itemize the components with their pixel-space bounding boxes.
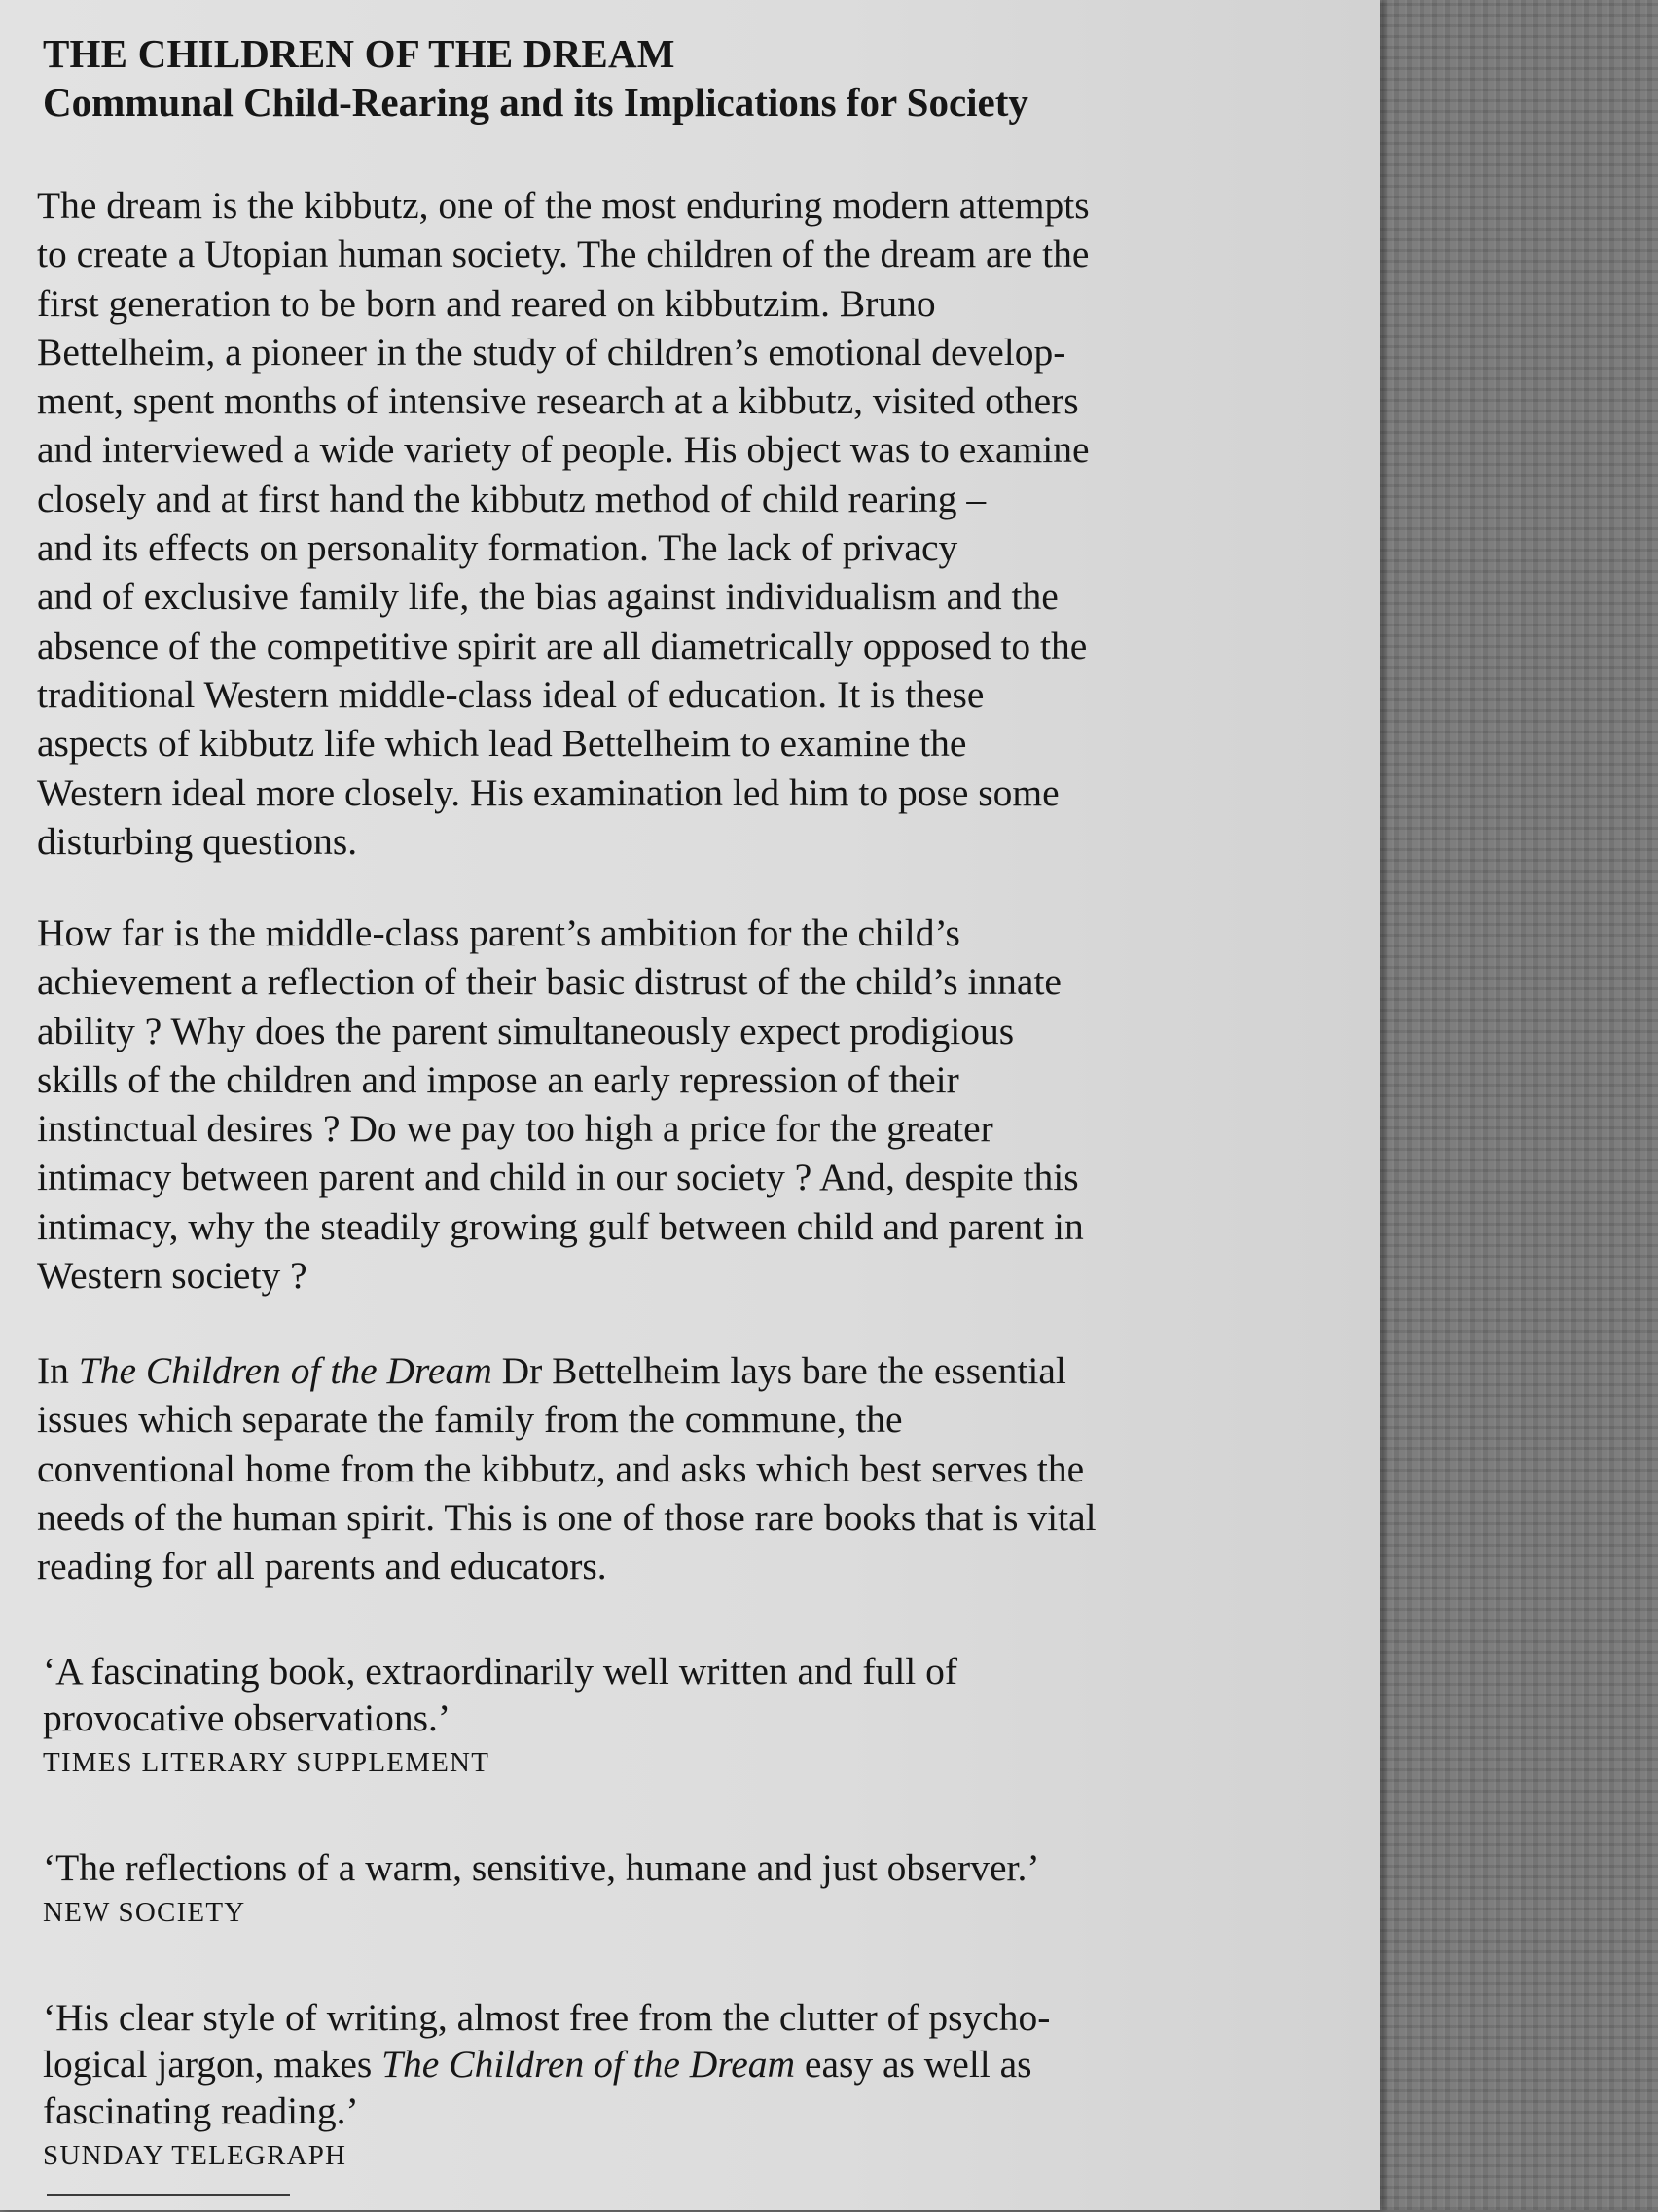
text-line [37,1346,1263,1395]
text-line: to create a Utopian human society. The children of the dream are the [37,232,1090,276]
book-title-italic: The Children of the Dream [381,2043,796,2086]
review-quote-2 [43,1844,1269,1932]
text-span: logical jargon, makes [43,2043,382,2086]
quote-source: SUNDAY TELEGRAPH [43,2140,347,2171]
text-line: absence of the competitive spirit are all diametrically opposed to the [37,624,1088,667]
text-line: ment, spent months of intensive research at a kibbutz, visited others [37,379,1079,423]
text-line: and its effects on personality formation. The lack of privacy [37,526,958,570]
blurb-paragraph-2 [37,909,1263,1300]
review-quote-1 [43,1648,1269,1782]
text-span: Dr Bettelheim lays bare the essential [491,1349,1066,1392]
text-line: The dream is the kibbutz, one of the most enduring modern attempts [37,184,1090,227]
quote-line [43,2041,1269,2087]
text-line: ability ? Why does the parent simultaneously expect prodigious [37,1009,1015,1052]
quote-line: ‘His clear style of writing, almost free from the clutter of psycho- [43,1996,1051,2039]
text-line: intimacy, why the steadily growing gulf between child and parent in [37,1204,1084,1248]
text-line: and of exclusive family life, the bias against individualism and the [37,575,1059,619]
text-line: conventional home from the kibbutz, and asks which best serves the [37,1446,1085,1490]
text-line: issues which separate the family from the commune, the [37,1398,903,1442]
book-subtitle: Communal Child-Rearing and its Implications for Society [43,80,1028,125]
quote-line: ‘The reflections of a warm, sensitive, humane and just observer.’ [43,1846,1040,1889]
text-line: achievement a reflection of their basic distrust of the child’s innate [37,960,1062,1004]
blurb-paragraph-3 [37,1346,1263,1590]
text-line: Western society ? [37,1254,307,1298]
quote-source: NEW SOCIETY [43,1897,246,1928]
text-line: disturbing questions. [37,819,358,863]
text-line: needs of the human spirit. This is one of those rare books that is vital [37,1495,1097,1539]
text-line: and interviewed a wide variety of people. His object was to examine [37,428,1090,472]
text-line: aspects of kibbutz life which lead Bettelheim to examine the [37,722,967,766]
text-line: skills of the children and impose an early repression of their [37,1057,959,1101]
cut-off-barcode-edge [47,2194,290,2212]
background-surface [1380,0,1658,2210]
quote-line: provocative observations.’ [43,1696,451,1739]
text-line: reading for all parents and educators. [37,1545,607,1588]
text-span: In [37,1349,79,1392]
quote-line: fascinating reading.’ [43,2089,359,2132]
text-span: easy as well as [795,2043,1032,2086]
text-line: closely and at first hand the kibbutz method of child rearing – [37,477,987,520]
cover-header [43,29,1028,126]
text-line: How far is the middle-class parent’s ambition for the child’s [37,911,960,954]
blurb-paragraph-1 [37,181,1263,866]
quote-line: ‘A fascinating book, extraordinarily well written and full of [43,1650,958,1693]
text-line: intimacy between parent and child in our society ? And, despite this [37,1156,1079,1199]
text-line: Bettelheim, a pioneer in the study of children’s emotional develop- [37,330,1066,374]
text-line: traditional Western middle-class ideal of education. It is these [37,672,985,716]
book-title: THE CHILDREN OF THE DREAM [43,31,675,76]
text-line: Western ideal more closely. His examination led him to pose some [37,770,1060,814]
quote-source: TIMES LITERARY SUPPLEMENT [43,1747,490,1778]
text-line: first generation to be born and reared on kibbutzim. Bruno [37,281,936,325]
text-line: instinctual desires ? Do we pay too high a price for the greater [37,1107,993,1151]
book-title-italic: The Children of the Dream [78,1349,492,1392]
review-quote-3 [43,1994,1269,2175]
